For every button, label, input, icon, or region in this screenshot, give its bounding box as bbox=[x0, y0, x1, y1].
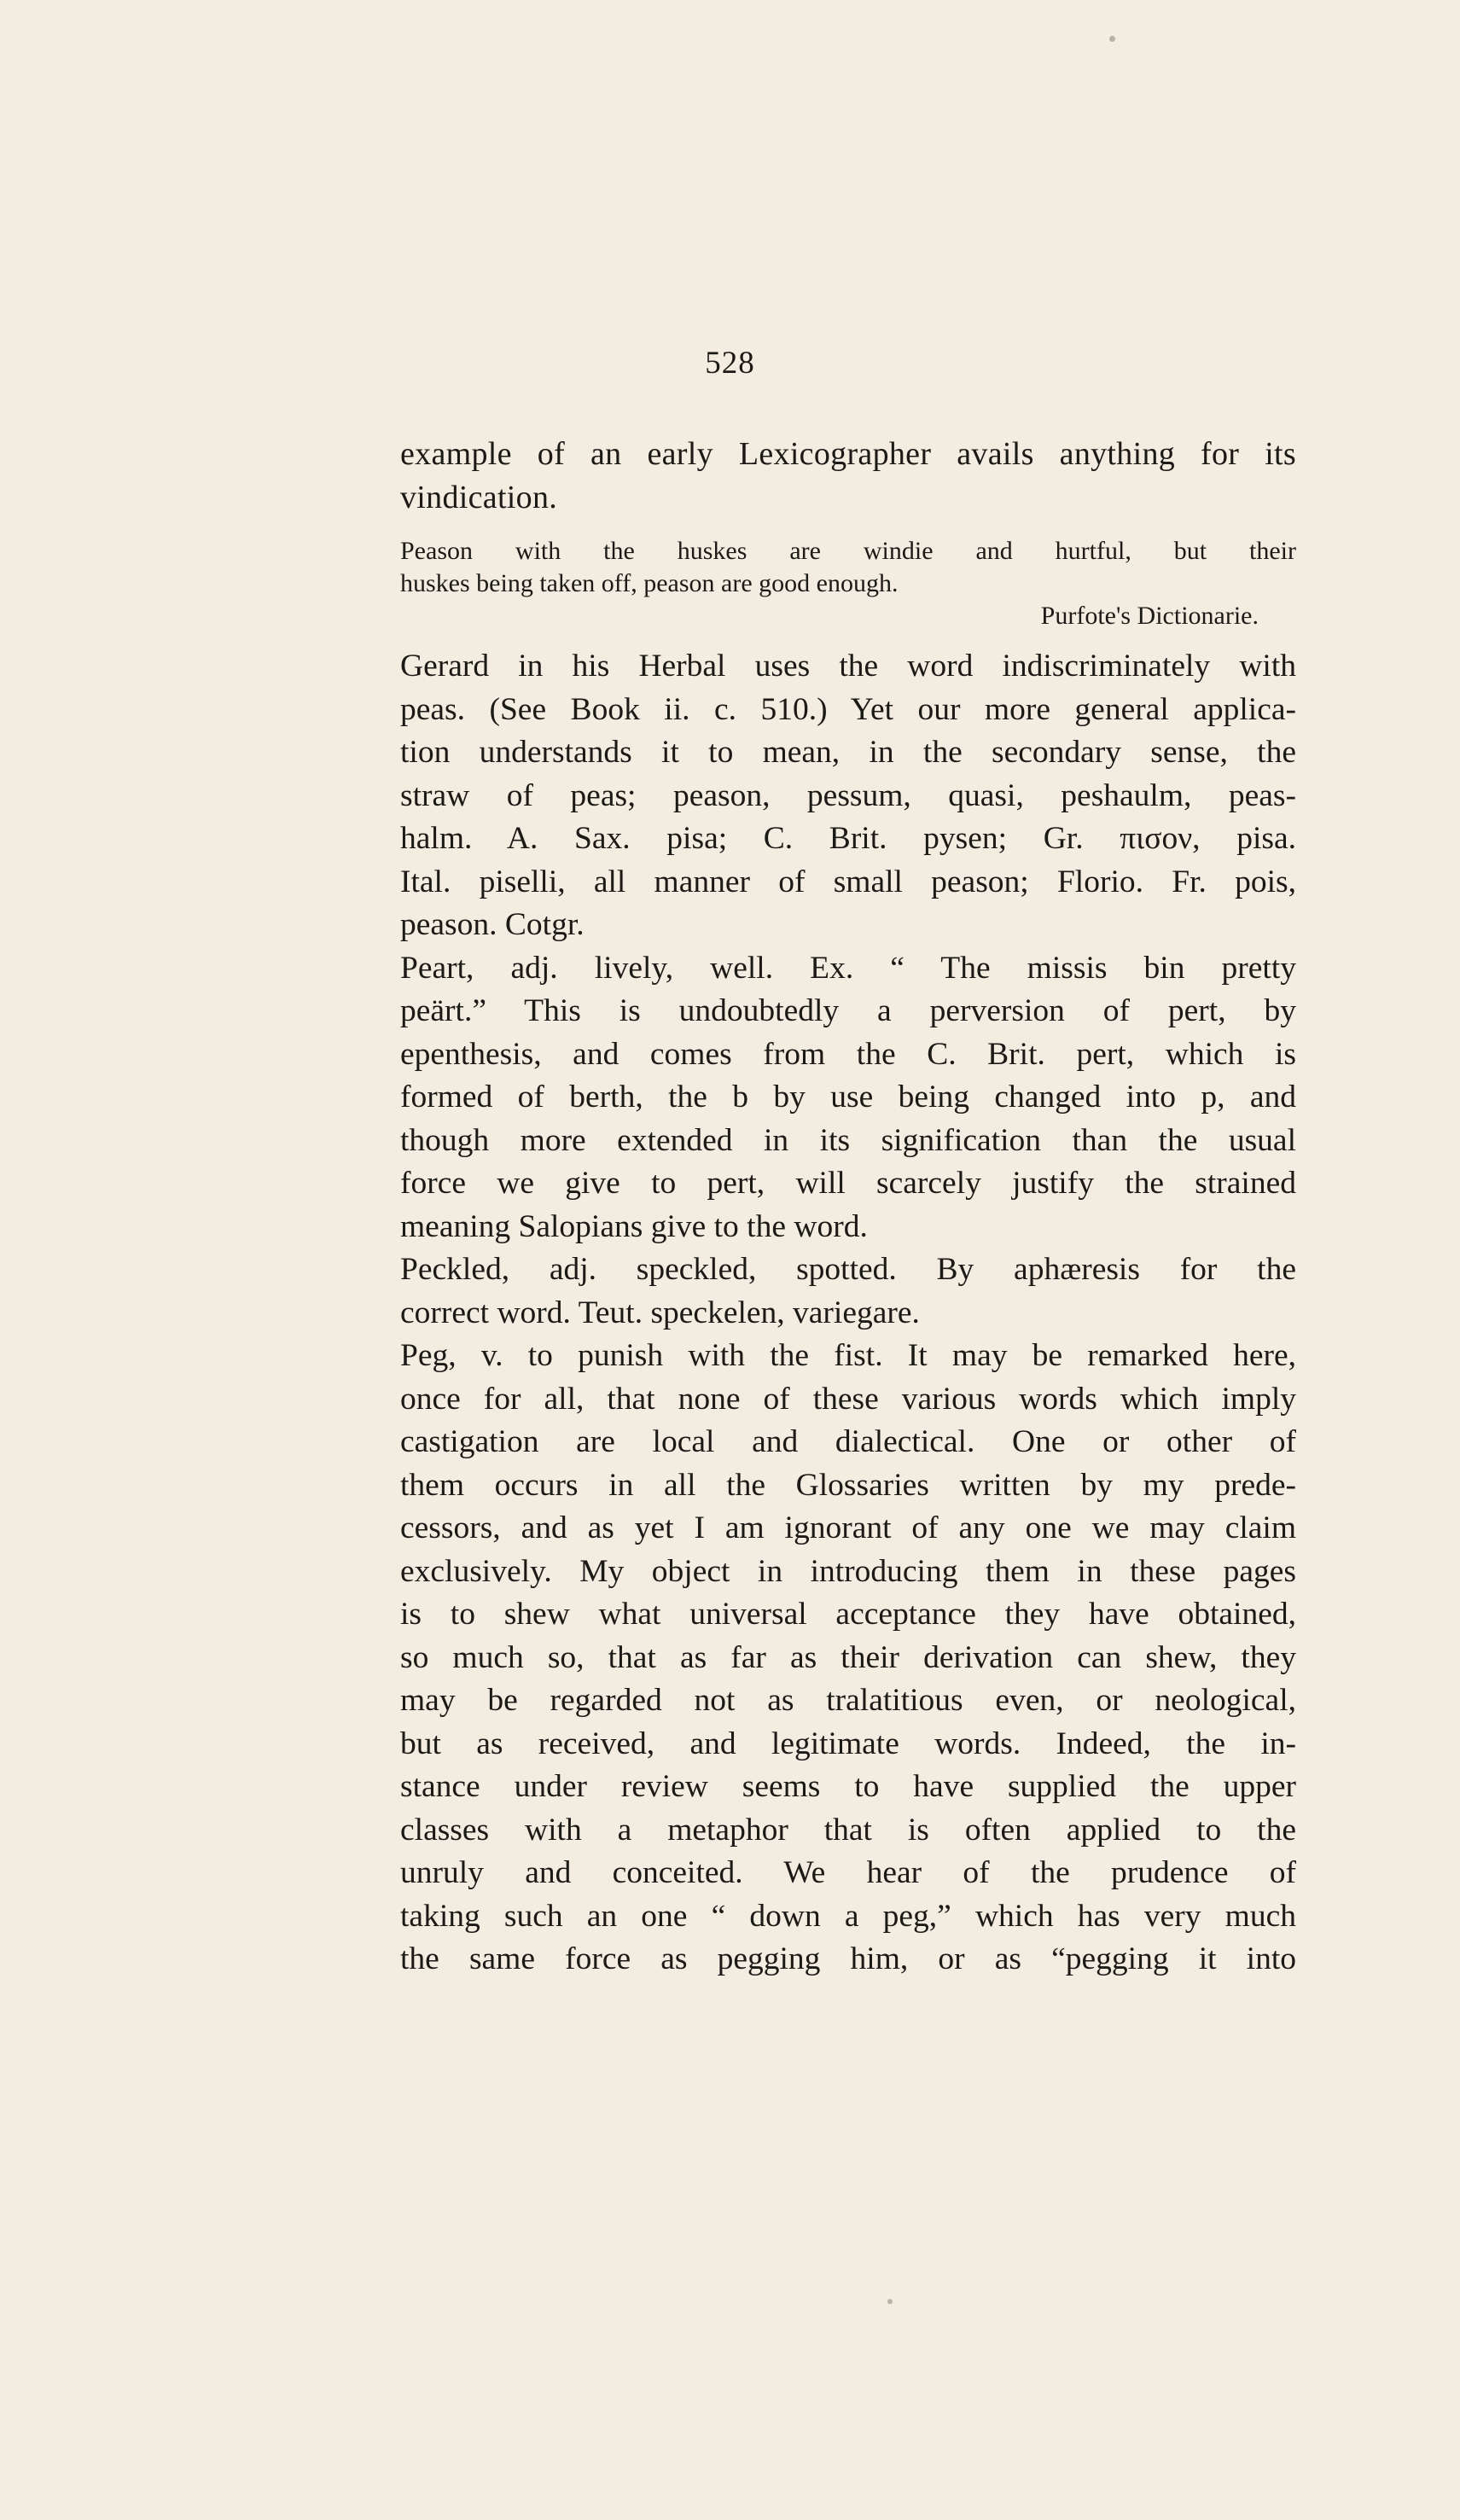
text-line: Ital. piselli, all manner of small peason; Florio. Fr. pois, bbox=[400, 864, 1296, 899]
quotation bbox=[400, 535, 1296, 632]
page-number: 528 bbox=[705, 346, 755, 381]
entry-peart: Peart, adj. lively, well. Ex. “ The missis bin pretty bbox=[400, 950, 1296, 986]
text-line: peas. (See Book ii. c. 510.) Yet our more general applica- bbox=[400, 691, 1296, 727]
text-line: taking such an one “ down a peg,” which has very much bbox=[400, 1898, 1296, 1934]
text-line: though more extended in its signification than the usual bbox=[400, 1122, 1296, 1158]
text-line: so much so, that as far as their derivation can shew, they bbox=[400, 1639, 1296, 1675]
body-text bbox=[400, 645, 1296, 1982]
text-line: may be regarded not as tralatitious even, or neological, bbox=[400, 1683, 1296, 1718]
text-line: formed of berth, the b by use being changed into p, and bbox=[400, 1080, 1296, 1115]
text-line: castigation are local and dialectical. One or other of bbox=[400, 1424, 1296, 1459]
text-line: stance under review seems to have supplied the upper bbox=[400, 1769, 1296, 1804]
text-line: but as received, and legitimate words. Indeed, the in- bbox=[400, 1726, 1296, 1761]
paper-speck bbox=[1109, 36, 1115, 42]
text-line: vindication. bbox=[400, 480, 558, 515]
text-line: peärt.” This is undoubtedly a perversion of pert, by bbox=[400, 993, 1296, 1028]
text-line: correct word. Teut. speckelen, variegare. bbox=[400, 1295, 920, 1330]
quote-line: Peason with the huskes are windie and hurtful, but their bbox=[400, 537, 1296, 565]
text-line: straw of peas; peason, pessum, quasi, peshaulm, peas- bbox=[400, 777, 1296, 813]
text-line: tion understands it to mean, in the secondary sense, the bbox=[400, 735, 1296, 770]
text-line: halm. A. Sax. pisa; C. Brit. pysen; Gr. πισον, pisa. bbox=[400, 821, 1296, 856]
entry-peckled: Peckled, adj. speckled, spotted. By aphæresis for the bbox=[400, 1252, 1296, 1287]
text-line: epenthesis, and comes from the C. Brit. pert, which is bbox=[400, 1036, 1296, 1072]
text-line: peason. Cotgr. bbox=[400, 907, 585, 942]
text-line: example of an early Lexicographer avails anything for its bbox=[400, 436, 1296, 472]
lead-paragraph bbox=[400, 433, 1296, 520]
text-line: exclusively. My object in introducing them in these pages bbox=[400, 1553, 1296, 1589]
text-line: force we give to pert, will scarcely justify the strained bbox=[400, 1166, 1296, 1201]
quote-attribution: Purfote's Dictionarie. bbox=[1040, 602, 1259, 630]
text-line: classes with a metaphor that is often applied to the bbox=[400, 1812, 1296, 1848]
text-line: Gerard in his Herbal uses the word indiscriminately with bbox=[400, 649, 1296, 684]
text-line: them occurs in all the Glossaries written by my prede- bbox=[400, 1467, 1296, 1503]
text-line: cessors, and as yet I am ignorant of any one we may claim bbox=[400, 1510, 1296, 1545]
entry-peg: Peg, v. to punish with the fist. It may be remarked here, bbox=[400, 1338, 1296, 1373]
text-line: the same force as pegging him, or as “pegging it into bbox=[400, 1941, 1296, 1976]
paper-speck bbox=[887, 2299, 893, 2304]
text-line: unruly and conceited. We hear of the prudence of bbox=[400, 1855, 1296, 1890]
text-line: once for all, that none of these various words which imply bbox=[400, 1381, 1296, 1417]
quote-line: huskes being taken off, peason are good enough. bbox=[400, 569, 899, 597]
text-line: meaning Salopians give to the word. bbox=[400, 1208, 868, 1244]
text-line: is to shew what universal acceptance they have obtained, bbox=[400, 1597, 1296, 1632]
